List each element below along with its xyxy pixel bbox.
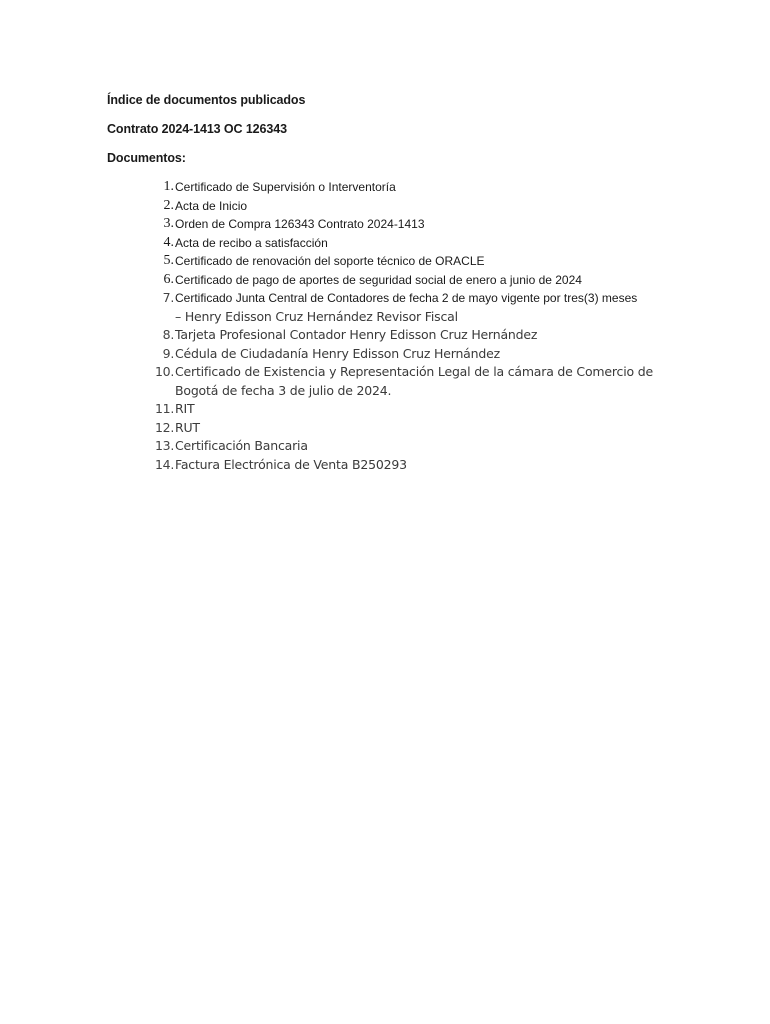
document-title: Índice de documentos publicados <box>107 93 306 107</box>
item-number: 9. <box>162 345 174 361</box>
item-text: Certificado de renovación del soporte técnico de ORACLE <box>175 254 485 268</box>
list-item <box>148 215 668 234</box>
item-text-group <box>174 363 668 400</box>
item-text: RUT <box>175 419 200 435</box>
item-text: Certificado de pago de aportes de seguridad social de enero a junio de 2024 <box>175 272 582 287</box>
list-item <box>148 271 668 290</box>
item-text: Certificado Junta Central de Contadores de fecha 2 de mayo vigente por tres(3) meses <box>175 291 638 305</box>
item-text: Orden de Compra 126343 Contrato 2024-1413 <box>175 217 425 231</box>
item-text: Certificación Bancaria <box>175 438 308 453</box>
item-text-continuation: Bogotá de fecha 3 de julio de 2024. <box>175 382 392 398</box>
list-item <box>148 400 668 419</box>
contract-reference: Contrato 2024-1413 OC 126343 <box>107 122 287 136</box>
item-number: 3. <box>163 216 174 231</box>
item-text: Certificado de Supervisión o Interventoría <box>175 180 396 194</box>
list-item <box>148 419 668 438</box>
item-number: 2. <box>163 197 174 213</box>
item-text: RIT <box>175 401 195 416</box>
documents-list <box>148 178 668 474</box>
list-item <box>148 234 668 253</box>
item-text-group <box>174 289 668 326</box>
item-number: 8. <box>162 327 174 342</box>
list-item <box>148 437 668 456</box>
list-item <box>148 456 668 475</box>
item-number: 11. <box>155 401 174 416</box>
item-number: 7. <box>162 290 174 305</box>
list-item <box>148 178 668 197</box>
item-number: 13. <box>155 438 174 453</box>
item-number: 1. <box>163 179 174 194</box>
item-number: 12. <box>155 419 174 435</box>
item-number: 14. <box>155 456 174 472</box>
list-item <box>148 252 668 271</box>
item-number: 4. <box>163 234 174 250</box>
list-item <box>148 289 668 326</box>
item-text: Acta de Inicio <box>175 198 248 213</box>
list-item <box>148 197 668 216</box>
item-number: 5. <box>163 253 174 268</box>
item-number: 10. <box>155 364 174 379</box>
documents-label: Documentos: <box>107 151 186 165</box>
item-text: Certificado de Existencia y Representación Legal de la cámara de Comercio de <box>175 364 653 379</box>
list-item <box>148 326 668 345</box>
item-text: Tarjeta Profesional Contador Henry Edisson Cruz Hernández <box>175 327 538 342</box>
item-text: Factura Electrónica de Venta B250293 <box>175 456 407 472</box>
item-text-continuation: – Henry Edisson Cruz Hernández Revisor Fiscal <box>175 308 458 324</box>
item-text: Cédula de Ciudadanía Henry Edisson Cruz Hernández <box>175 345 500 361</box>
item-number: 6. <box>163 271 174 287</box>
item-text: Acta de recibo a satisfacción <box>175 235 328 250</box>
list-item <box>148 345 668 364</box>
list-item <box>148 363 668 400</box>
